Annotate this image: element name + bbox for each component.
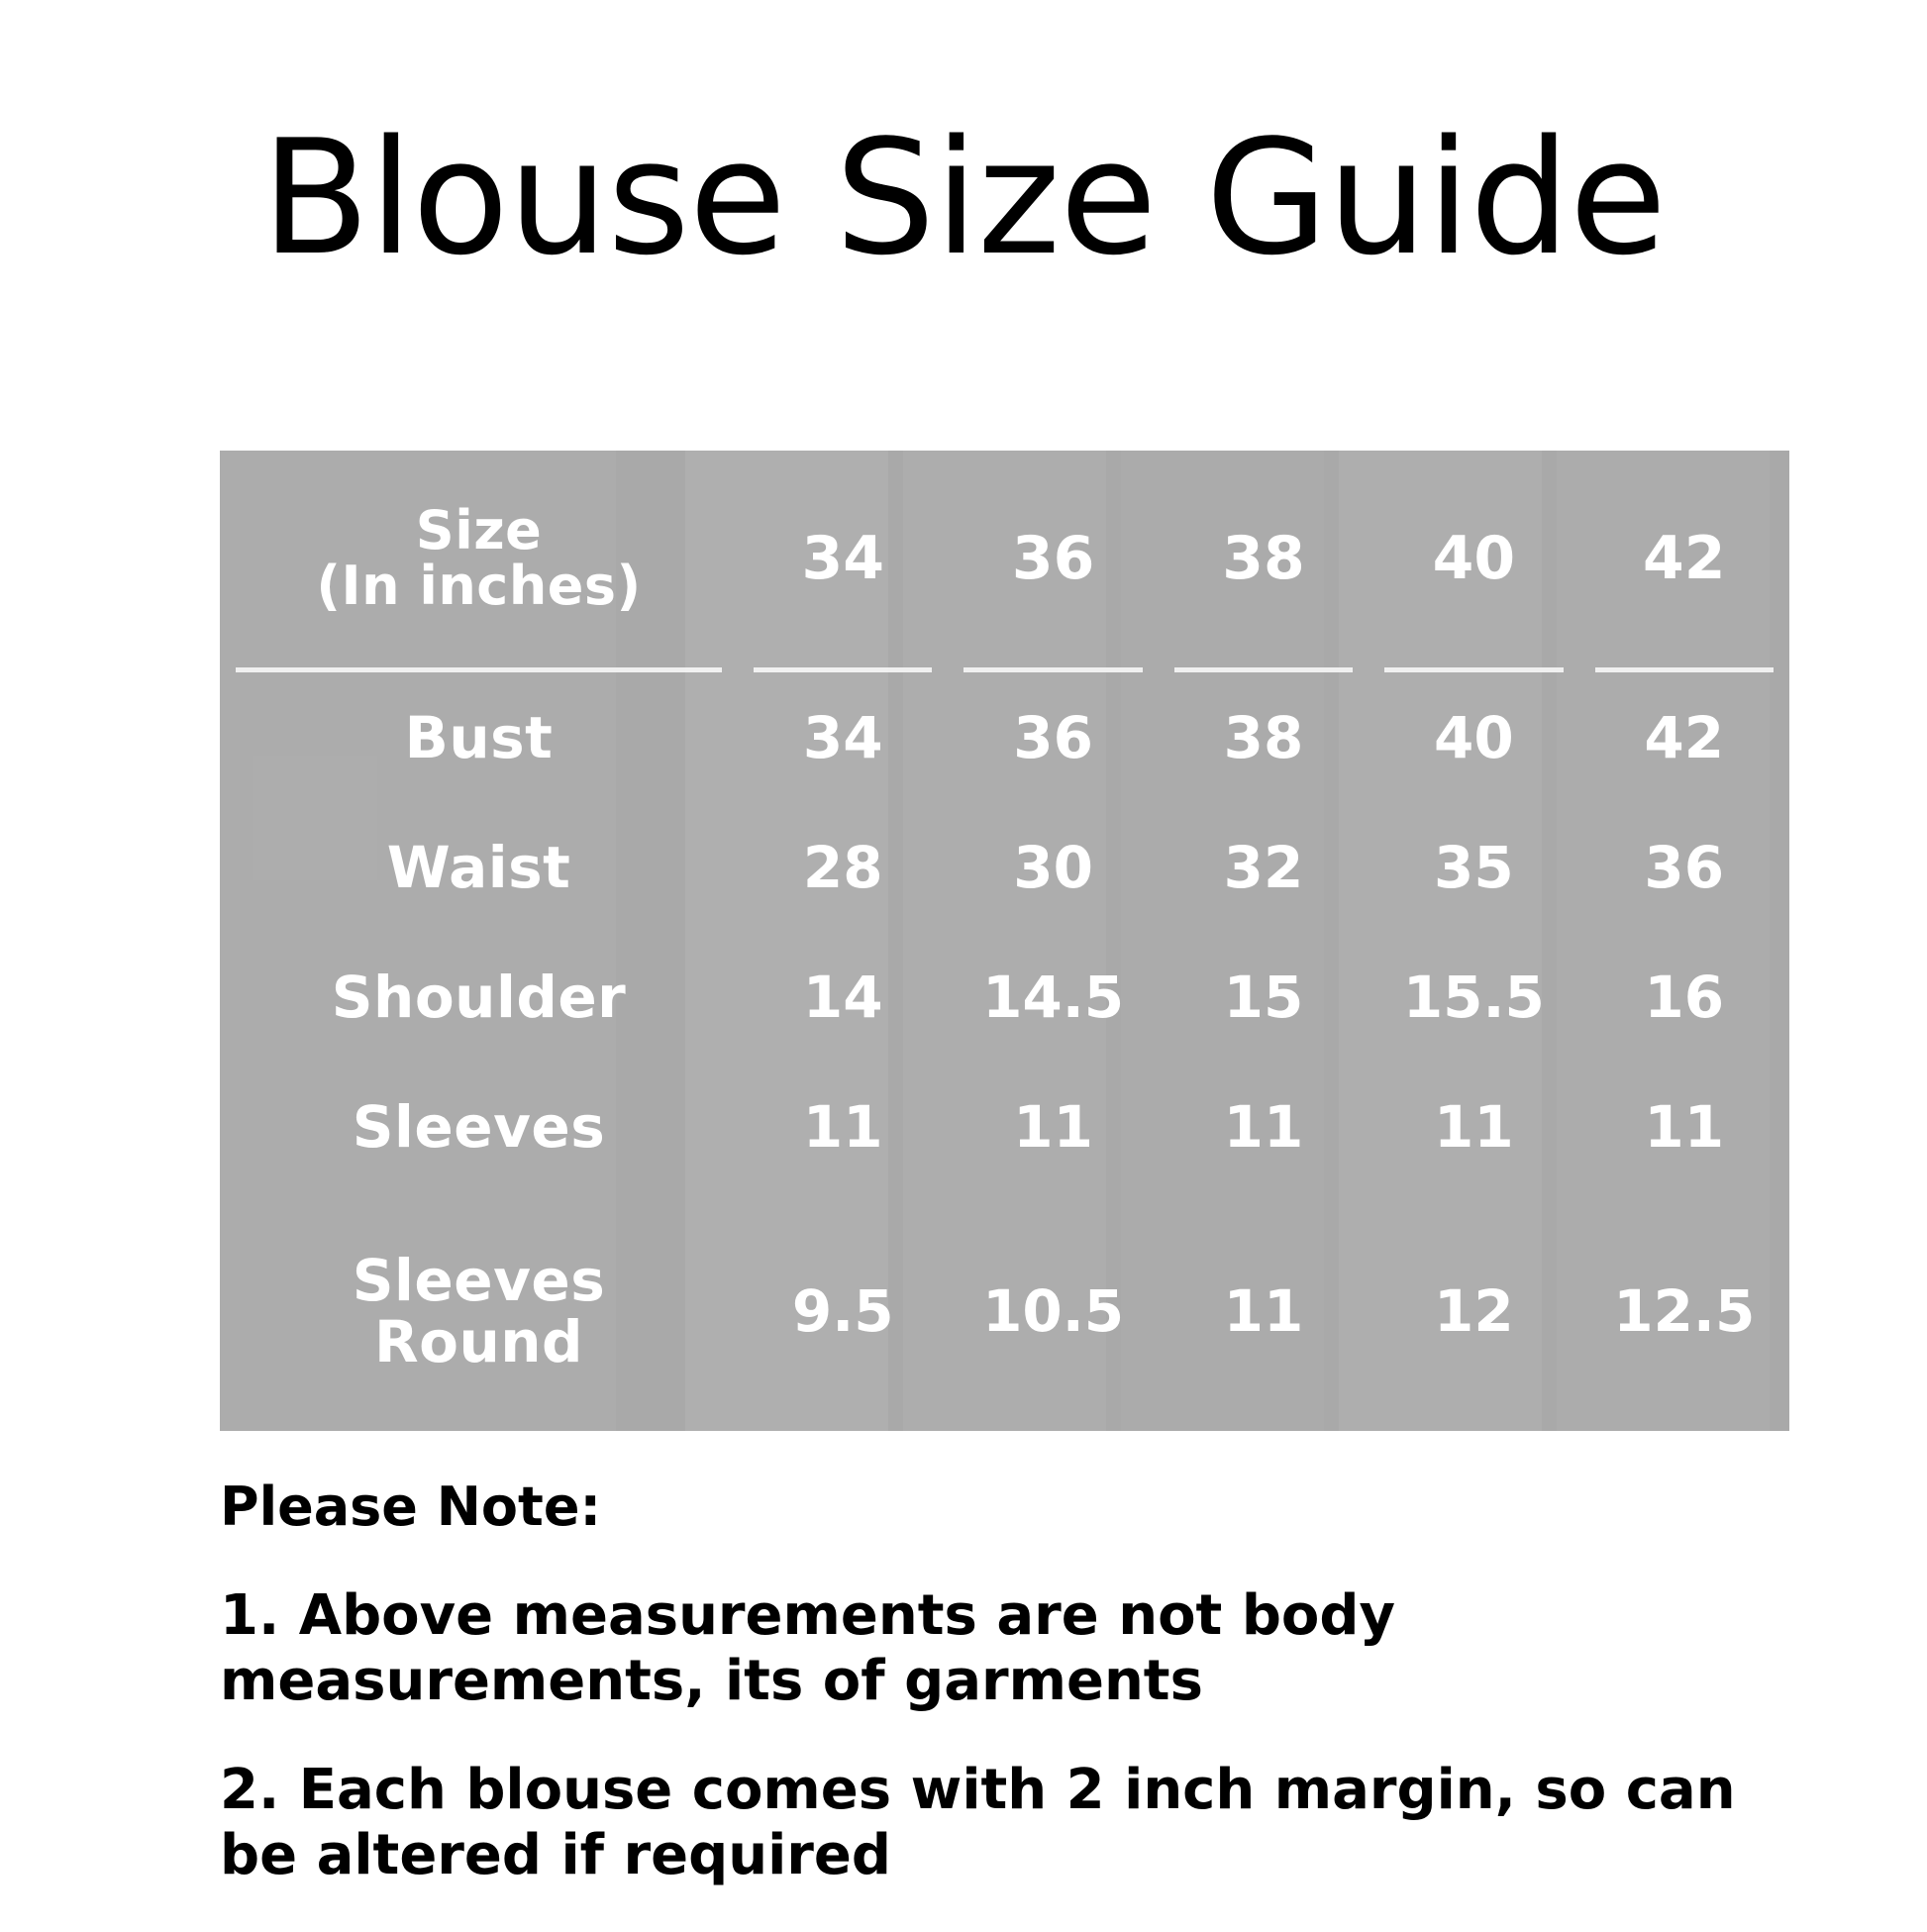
sleeves-round-38: 11 [1223,1277,1304,1346]
shoulder-38: 15 [1223,964,1304,1032]
size-chart-image [220,451,1789,1431]
row-label-sleeves-round [220,1192,738,1431]
sleeves-34: 11 [802,1093,883,1162]
sleeves-36: 11 [1013,1093,1093,1162]
waist-38: 32 [1223,834,1304,902]
bust-40: 40 [1434,703,1514,771]
table-row [220,1063,1789,1192]
waist-42: 36 [1644,834,1725,902]
row-label-waist: Waist [386,834,571,902]
note-item-1: 1. Above measurements are not body measurements, its of garments [220,1582,1395,1713]
shoulder-42: 16 [1644,964,1725,1032]
bust-38: 38 [1223,703,1304,771]
table-row [220,933,1789,1063]
waist-34: 28 [802,834,883,902]
table-row [220,803,1789,933]
header-size-40: 40 [1432,524,1516,594]
sleeves-40: 11 [1434,1093,1514,1162]
sleeves-round-42: 12.5 [1613,1277,1756,1346]
header-size-sub: (In inches) [316,555,642,618]
shoulder-36: 14.5 [982,964,1125,1032]
table-header-row [220,451,1789,666]
sleeves-round-34: 9.5 [791,1277,894,1346]
row-label-sleeves-round-line2: Round [373,1308,584,1376]
waist-36: 30 [1013,834,1093,902]
sleeves-round-40: 12 [1434,1277,1514,1346]
sleeves-round-36: 10.5 [982,1277,1125,1346]
shoulder-40: 15.5 [1402,964,1545,1032]
page-title: Blouse Size Guide [260,105,1667,290]
shoulder-34: 14 [802,964,883,1032]
sleeves-42: 11 [1644,1093,1725,1162]
bust-36: 36 [1013,703,1093,771]
row-label-sleeves: Sleeves [352,1093,606,1162]
table-row [220,1192,1789,1431]
note-item-2: 2. Each blouse comes with 2 inch margin, so can be altered if required [220,1757,1736,1888]
waist-40: 35 [1434,834,1514,902]
header-size-34: 34 [801,524,884,594]
sleeves-38: 11 [1223,1093,1304,1162]
header-size-main: Size [415,498,543,561]
bust-42: 42 [1644,703,1725,771]
bust-34: 34 [802,703,883,771]
notes-section [220,1475,1824,1932]
size-table [220,451,1789,1431]
notes-heading: Please Note: [220,1475,602,1538]
header-size-label [220,451,738,666]
header-size-42: 42 [1643,524,1726,594]
header-size-38: 38 [1222,524,1305,594]
row-label-bust: Bust [404,703,554,771]
table-row [220,672,1789,802]
header-size-36: 36 [1011,524,1095,594]
row-label-shoulder: Shoulder [331,964,627,1032]
row-label-sleeves-round-line1: Sleeves [352,1246,606,1314]
